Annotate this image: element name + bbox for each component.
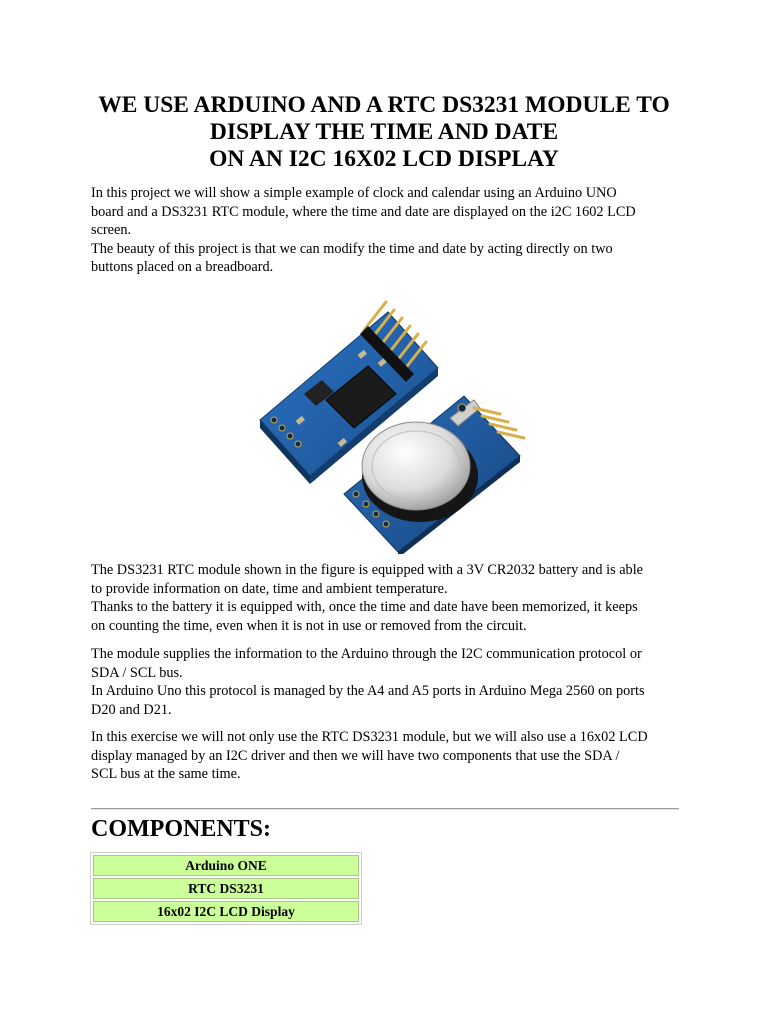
text-line: The beauty of this project is that we can modify the time and date by acting directly on two	[91, 240, 613, 257]
text-line: In Arduino Uno this protocol is managed by the A4 and A5 ports in Arduino Mega 2560 on ports	[91, 683, 645, 700]
components-heading: COMPONENTS:	[91, 816, 271, 842]
text-line: on counting the time, even when it is not in use or removed from the circuit.	[91, 617, 527, 634]
text-line: buttons placed on a breadboard.	[91, 259, 274, 276]
title-line-1: WE USE ARDUINO AND A RTC DS3231 MODULE TO	[98, 92, 670, 118]
components-table	[90, 852, 362, 925]
table-row	[93, 855, 359, 876]
page-title	[60, 92, 708, 173]
horizontal-divider	[91, 808, 679, 810]
module-description-paragraph	[91, 561, 691, 635]
text-line: In this project we will show a simple example of clock and calendar using an Arduino UNO	[91, 185, 617, 201]
rtc-module-photo	[238, 290, 534, 554]
intro-paragraph	[91, 184, 691, 277]
component-cell: 16x02 I2C LCD Display	[93, 901, 359, 922]
title-line-2: DISPLAY THE TIME AND DATE	[209, 119, 559, 145]
text-line: screen.	[91, 222, 132, 239]
text-line: SDA / SCL bus.	[91, 664, 183, 681]
text-line: The DS3231 RTC module shown in the figure is equipped with a 3V CR2032 battery and is able	[91, 562, 644, 578]
component-cell: RTC DS3231	[93, 878, 359, 899]
text-line: display managed by an I2C driver and then we will have two components that use the SDA /	[91, 747, 620, 764]
text-line: The module supplies the information to the Arduino through the I2C communication protocol or	[91, 646, 642, 662]
table-row	[93, 901, 359, 922]
exercise-paragraph	[91, 728, 691, 784]
text-line: SCL bus at the same time.	[91, 766, 241, 783]
title-line-3: ON AN I2C 16X02 LCD DISPLAY	[209, 146, 559, 172]
text-line: Thanks to the battery it is equipped with, once the time and date have been memorized, it keeps	[91, 599, 638, 616]
table-row	[93, 878, 359, 899]
text-line: In this exercise we will not only use the RTC DS3231 module, but we will also use a 16x02 LCD	[91, 729, 648, 745]
text-line: board and a DS3231 RTC module, where the time and date are displayed on the i2C 1602 LCD	[91, 203, 636, 220]
text-line: to provide information on date, time and ambient temperature.	[91, 580, 448, 597]
component-cell: Arduino ONE	[93, 855, 359, 876]
i2c-paragraph	[91, 645, 691, 719]
text-line: D20 and D21.	[91, 701, 172, 718]
